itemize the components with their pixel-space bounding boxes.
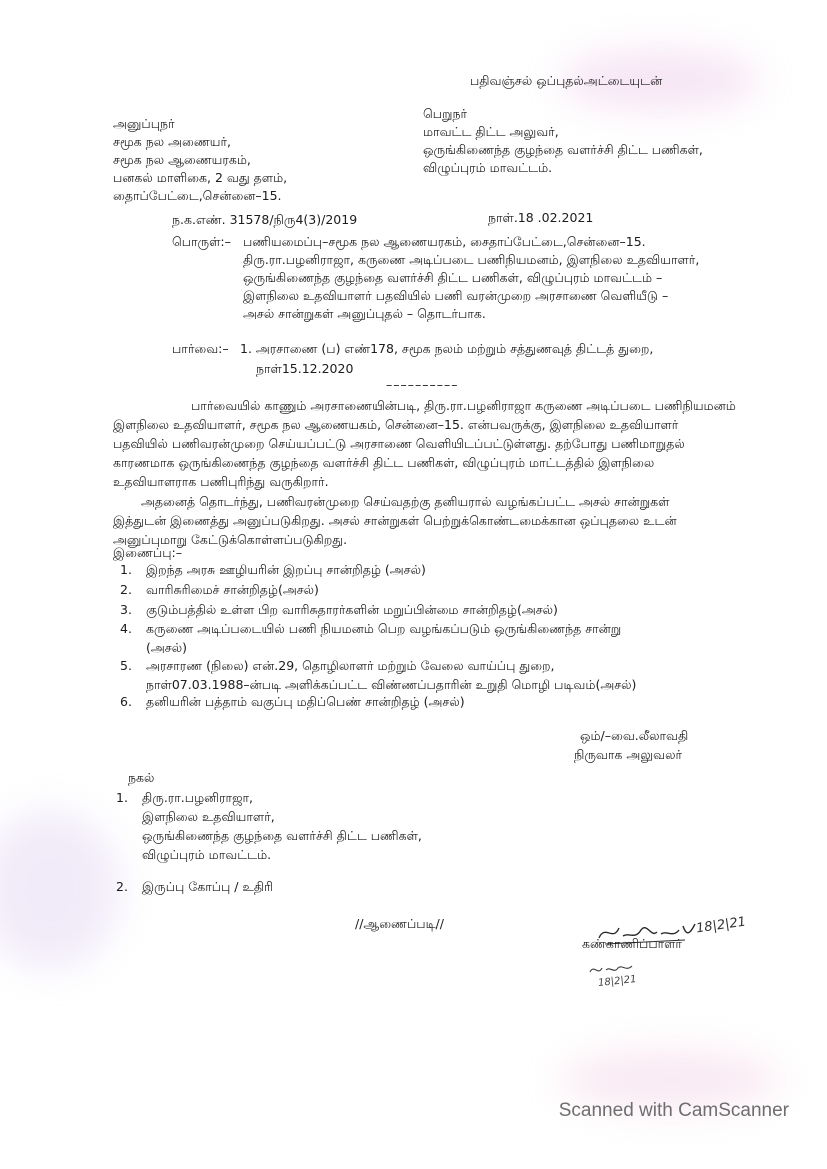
reference-label: பார்வை:– [172, 341, 229, 356]
paragraph-line: காரணமாக ஒருங்கிணைந்த குழந்தை வளர்ச்சி திட்ட பணிகள், விழுப்புரம் மாட்டத்தில் இளநிலை [113, 455, 655, 470]
enclosure-number: 3. [120, 602, 132, 617]
recipient-line: ஒருங்கிணைந்த குழந்தை வளர்ச்சி திட்ட பணிகள், [423, 142, 703, 157]
paragraph-line: இளநிலை உதவியாளர், சமூக நல ஆணையகம், சென்னை–15. என்பவருக்கு, இளநிலை உதவியாளர் [113, 417, 679, 432]
scanner-watermark: Scanned with CamScanner [558, 1100, 789, 1121]
enclosure-text: அரசாரண (நிலை) என்.29, தொழிலாளர் மற்றும் வேலை வாய்ப்பு துறை, [146, 658, 555, 673]
enclosure-text: தனியரின் பத்தாம் வகுப்பு மதிப்பெண் சான்றிதழ் (அசல்) [146, 694, 465, 709]
copy-text: ஒருங்கிணைந்த குழந்தை வளர்ச்சி திட்ட பணிகள், [142, 828, 422, 843]
enclosure-text: குடும்பத்தில் உள்ள பிற வாரிசுதாரர்களின் மறுப்பின்மை சான்றிதழ்(அசல்) [146, 602, 558, 617]
reference-line: 1. அரசாணை (ப) எண்178, சமூக நலம் மற்றும் சத்துணவுத் திட்டத் துறை, [240, 341, 654, 356]
enclosure-number: 2. [120, 582, 132, 597]
by-order: //ஆணைப்படி// [355, 916, 444, 931]
sender-line: சமூக நல ஆணையரகம், [113, 152, 251, 167]
reference-number: ந.க.எண். 31578/நிரு4(3)/2019 [172, 212, 358, 227]
subject-line: பணியமைப்பு–சமூக நல ஆணையரகம், சைதாப்பேட்டை,சென்னை–15. [243, 234, 646, 249]
enclosure-number: 6. [120, 694, 132, 709]
registered-post-note: பதிவஞ்சல் ஒப்புதல்அட்டையுடன் [470, 73, 663, 88]
paragraph-line: பார்வையில் காணும் அரசாணையின்படி, திரு.ரா.பழனிராஜா கருணை அடிப்படை பணிநியமனம் [191, 398, 736, 413]
enclosure-text: கருணை அடிப்படையில் பணி நியமனம் பெற வழங்கப்படும் ஒருங்கிணைந்த சான்று [146, 621, 622, 636]
handwritten-date: 18|2|21 [695, 914, 747, 937]
handwritten-note: 18|2|21 [597, 974, 638, 989]
subject-block [243, 233, 699, 323]
body-paragraph-1 [113, 396, 736, 491]
subject-label: பொருள்:– [172, 234, 231, 249]
recipient-block [423, 105, 703, 177]
paragraph-line: பதவியில் பணிவரன்முறை செய்யப்பட்டு அரசாணை வெளியிடப்பட்டுள்ளது. தற்போது பணிமாறுதல் [113, 436, 685, 451]
subject-line: இளநிலை உதவியாளர் பதவியில் பணி வரன்முறை அரசாணை வெளியீடு – [243, 288, 669, 303]
letter-date: நாள்.18 .02.2021 [488, 210, 594, 225]
enclosure-text: வாரிசுரிமைச் சான்றிதழ்(அசல்) [146, 582, 319, 597]
recipient-line: மாவட்ட திட்ட அலுவர், [423, 124, 559, 139]
sender-line: தைாப்பேட்டை,சென்னை–15. [113, 188, 282, 203]
enclosure-number: 5. [120, 658, 132, 673]
enclosure-text: இறந்த அரசு ஊழியரின் இறப்பு சான்றிதழ் (அசல்) [146, 562, 426, 577]
subject-line: அசல் சான்றுகள் அனுப்புதல் – தொடர்பாக. [243, 306, 486, 321]
sender-block [113, 115, 287, 205]
copy-text: விழுப்புரம் மாவட்டம். [142, 847, 272, 862]
copy-number: 2. [116, 879, 128, 894]
recipient-line: விழுப்புரம் மாவட்டம். [423, 160, 553, 175]
copy-text: இருப்பு கோப்பு / உதிரி [142, 879, 274, 894]
copy-text: திரு.ரா.பழனிராஜா, [142, 790, 253, 805]
sender-line: சமூக நல அணையர், [113, 134, 231, 149]
enclosures-label: இணைப்பு:– [113, 545, 182, 560]
body-paragraph-2 [113, 492, 713, 549]
superintendent-title: கண்காணிப்பாளர் [582, 936, 682, 951]
subject-line: திரு.ரா.பழனிராஜா, கருணை அடிப்படை பணிநியமனம், இளநிலை உதவியாளர், [243, 252, 700, 267]
copy-text: இளநிலை உதவியாளர், [142, 809, 275, 824]
copy-number: 1. [116, 790, 128, 805]
divider: –––––––––– [386, 377, 459, 392]
enclosure-number: 4. [120, 621, 132, 636]
signatory-name: ஒம்/–வை.லீலாவதி [580, 728, 689, 743]
enclosure-number: 1. [120, 562, 132, 577]
reference-line: நாள்15.12.2020 [256, 361, 354, 376]
enclosure-text: நாள்07.03.1988–ன்படி அளிக்கப்பட்ட விண்ணப்பதாரின் உறுதி மொழி படிவம்(அசல்) [146, 677, 637, 692]
enclosure-text: (அசல்) [146, 640, 187, 655]
scan-stain [0, 810, 120, 970]
copy-label: நகல் [128, 770, 155, 785]
paragraph-line: இத்துடன் இணைத்து அனுப்படுகிறது. அசல் சான்றுகள் பெற்றுக்கொண்டமைக்கான ஒப்புதலை உடன் [113, 513, 677, 528]
sender-line: பனகல் மாளிகை, 2 வது தளம், [113, 170, 288, 185]
paragraph-line: உதவியாளராக பணிபுரிந்து வருகிறார். [113, 474, 329, 489]
paragraph-line: அதனைத் தொடர்ந்து, பணிவரன்முறை செய்வதற்கு தனியரால் வழங்கப்பட்ட அசல் சான்றுகள் [141, 494, 670, 509]
paragraph-line: அனுப்புமாறு கேட்டுக்கொள்ளப்படுகிறது. [113, 532, 348, 547]
signatory-title: நிருவாக அலுவலர் [574, 747, 683, 762]
sender-label: அனுப்புநர் [113, 116, 175, 131]
recipient-label: பெறுநர் [423, 106, 468, 121]
subject-line: ஒருங்கிணைந்த குழந்தை வளர்ச்சி திட்ட பணிகள், விழுப்புரம் மாவட்டம் – [243, 270, 663, 285]
